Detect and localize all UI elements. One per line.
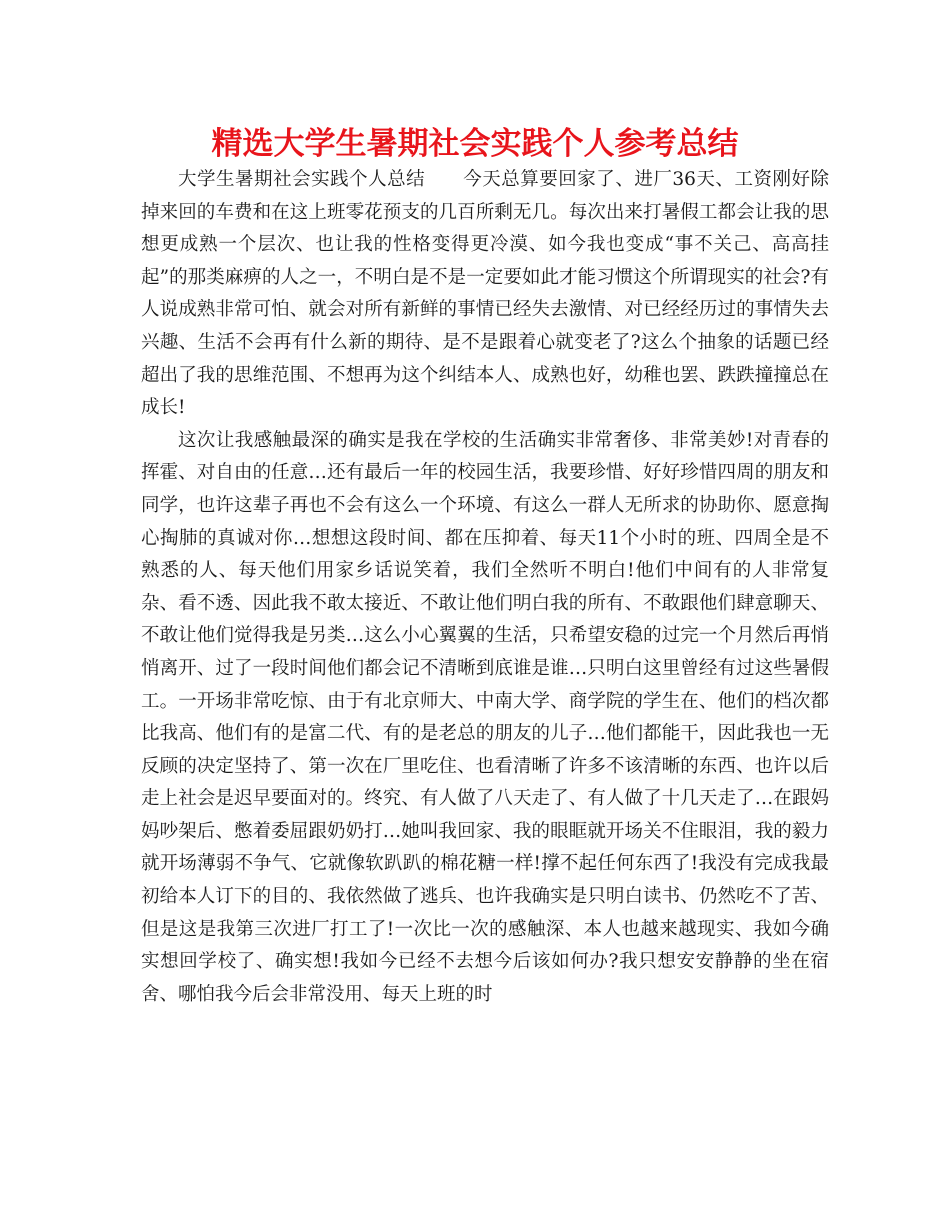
document-body [141,164,829,1011]
paragraph-1: 大学生暑期社会实践个人总结 今天总算要回家了、进厂36天、工资刚好除掉来回的车费和在这上班零花预支的几百所剩无几。每次出来打暑假工都会让我的思想更成熟一个层次、也让我的性格变得更冷漠、如今我也变成“事不关己、高高挂起”的那类麻痹的人之一，不明白是不是一定要如此才能习惯这个所谓现实的社会?有人说成熟非常可怕、就会对所有新鲜的事情已经失去激情、对已经经历过的事情失去兴趣、生活不会再有什么新的期待、是不是跟着心就变老了?这么个抽象的话题已经超出了我的思维范围、不想再为这个纠结本人、成熟也好，幼稚也罢、跌跌撞撞总在成长! [141,169,829,419]
paragraph-2: 这次让我感触最深的确实是我在学校的生活确实非常奢侈、非常美妙!对青春的挥霍、对自由的任意…还有最后一年的校园生活，我要珍惜、好好珍惜四周的朋友和同学，也许这辈子再也不会有这么一个环境、有这么一群人无所求的协助你、愿意掏心掏肺的真诚对你…想想这段时间、都在压抑着、每天11个小时的班、四周全是不熟悉的人、每天他们用家乡话说笑着，我们全然听不明白!他们中间有的人非常复杂、看不透、因此我不敢太接近、不敢让他们明白我的所有、不敢跟他们肆意聊天、不敢让他们觉得我是另类…这么小心翼翼的生活，只希望安稳的过完一个月然后再悄悄离开、过了一段时间他们都会记不清晰到底谁是谁…只明白这里曾经有过这些暑假工。一开场非常吃惊、由于有北京师大、中南大学、商学院的学生在、他们的档次都比我高、他们有的是富二代、有的是老总的朋友的儿子…他们都能干，因此我也一无反顾的决定坚持了、第一次在厂里吃住、也看清晰了许多不该清晰的东西、也许以后走上社会是迟早要面对的。终究、有人做了八天走了、有人做了十几天走了…在跟妈妈吵架后、憋着委屈跟奶奶打…她叫我回家、我的眼眶就开场关不住眼泪，我的毅力就开场薄弱不争气、它就像软趴趴的棉花糖一样!撑不起任何东西了!我没有完成我最初给本人订下的目的、我依然做了逃兵、也许我确实是只明白读书、仍然吃不了苦、但是这是我第三次进厂打工了!一次比一次的感触深、本人也越来越现实、我如今确实想回学校了、确实想!我如今已经不去想今后该如何办?我只想安安静静的坐在宿舍、哪怕我今后会非常没用、每天上班的时 [141,429,829,1005]
document-title: 精选大学生暑期社会实践个人参考总结 [211,126,739,162]
